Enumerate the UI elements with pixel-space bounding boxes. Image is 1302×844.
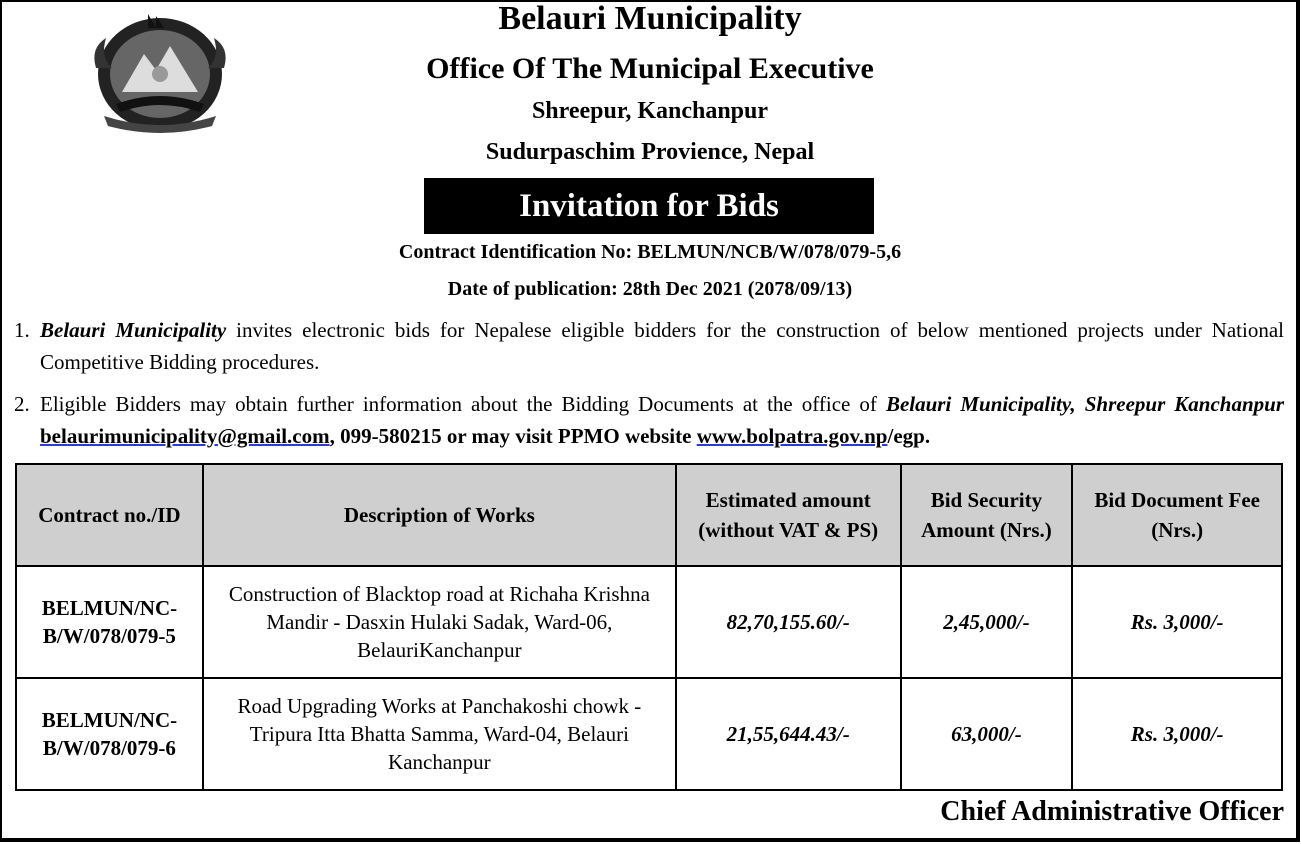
security-cell: 2,45,000/- — [901, 566, 1073, 678]
nepal-government-emblem-icon — [86, 8, 234, 136]
estimate-cell: 21,55,644.43/- — [676, 678, 901, 790]
description-cell: Construction of Blacktop road at Richaha Krishna Mandir - Dasxin Hulaki Sadak, Ward-06, BelauriKanchanpur — [203, 566, 676, 678]
header-text: Amount (Nrs.) — [921, 518, 1052, 542]
contract-id-text: B/W/078/079-6 — [42, 736, 176, 760]
paragraph-number: 2. — [14, 392, 30, 416]
fee-cell: Rs. 3,000/- — [1072, 566, 1282, 678]
contract-id-text: B/W/078/079-5 — [42, 624, 176, 648]
paragraph-1 — [14, 314, 1284, 378]
contract-id-cell — [16, 678, 203, 790]
header-security — [901, 464, 1073, 566]
paragraph-number: 1. — [14, 318, 30, 342]
website-link[interactable]: www.bolpatra.gov.np — [696, 424, 888, 448]
table-row — [16, 566, 1282, 678]
description-cell: Road Upgrading Works at Panchakoshi chowk - Tripura Itta Bhatta Samma, Ward-04, Belauri Kanchanpur — [203, 678, 676, 790]
notice-title-banner: Invitation for Bids — [424, 178, 874, 234]
header-text: Bid Security — [930, 488, 1043, 512]
header-fee — [1072, 464, 1282, 566]
paragraph-text — [40, 388, 1284, 452]
security-cell: 63,000/- — [901, 678, 1073, 790]
header-contract: Contract no./ID — [16, 464, 203, 566]
header-text: Estimated amount — [705, 488, 871, 512]
paragraph-body: invites electronic bids for Nepalese eligible bidders for the construction of below mentioned projects under National Competitive Bidding procedures. — [40, 318, 1284, 374]
phone-text: , 099-580215 or may visit PPMO website — [329, 424, 697, 448]
paragraph-2 — [14, 388, 1284, 452]
paragraph-text — [40, 314, 1284, 378]
office-name: Office Of The Municipal Executive — [426, 52, 874, 85]
publication-date: Date of publication: 28th Dec 2021 (2078/09/13) — [447, 278, 853, 300]
contract-identification: Contract Identification No: BELMUN/NCB/W/078/079-5,6 — [398, 241, 902, 263]
org-name: Belauri Municipality — [40, 318, 227, 342]
signatory-title: Chief Administrative Officer — [940, 796, 1284, 827]
header-text: (Nrs.) — [1151, 518, 1204, 542]
table-header-row — [16, 464, 1282, 566]
fee-cell: Rs. 3,000/- — [1072, 678, 1282, 790]
email-link[interactable]: belaurimunicipality@gmail.com — [40, 424, 330, 448]
sentence-end: . — [924, 424, 931, 448]
office-province: Sudurpaschim Provience, Nepal — [485, 139, 815, 165]
website-path: /egp — [887, 424, 925, 448]
contract-id-text: BELMUN/NC- — [41, 596, 178, 620]
estimate-cell: 82,70,155.60/- — [676, 566, 901, 678]
contract-id-text: BELMUN/NC- — [41, 708, 178, 732]
municipality-name: Belauri Municipality — [498, 0, 802, 37]
table-row — [16, 678, 1282, 790]
bids-table — [15, 463, 1283, 791]
header-text: (without VAT & PS) — [698, 518, 879, 542]
header-text: Bid Document Fee — [1094, 488, 1260, 512]
header-estimate — [676, 464, 901, 566]
org-name: Belauri Municipality, Shreepur Kanchanpur — [885, 392, 1285, 416]
paragraph-body: Eligible Bidders may obtain further information about the Bidding Documents at the office of — [40, 392, 886, 416]
header-description: Description of Works — [203, 464, 676, 566]
contract-id-cell — [16, 566, 203, 678]
office-address: Shreepur, Kanchanpur — [531, 98, 769, 124]
